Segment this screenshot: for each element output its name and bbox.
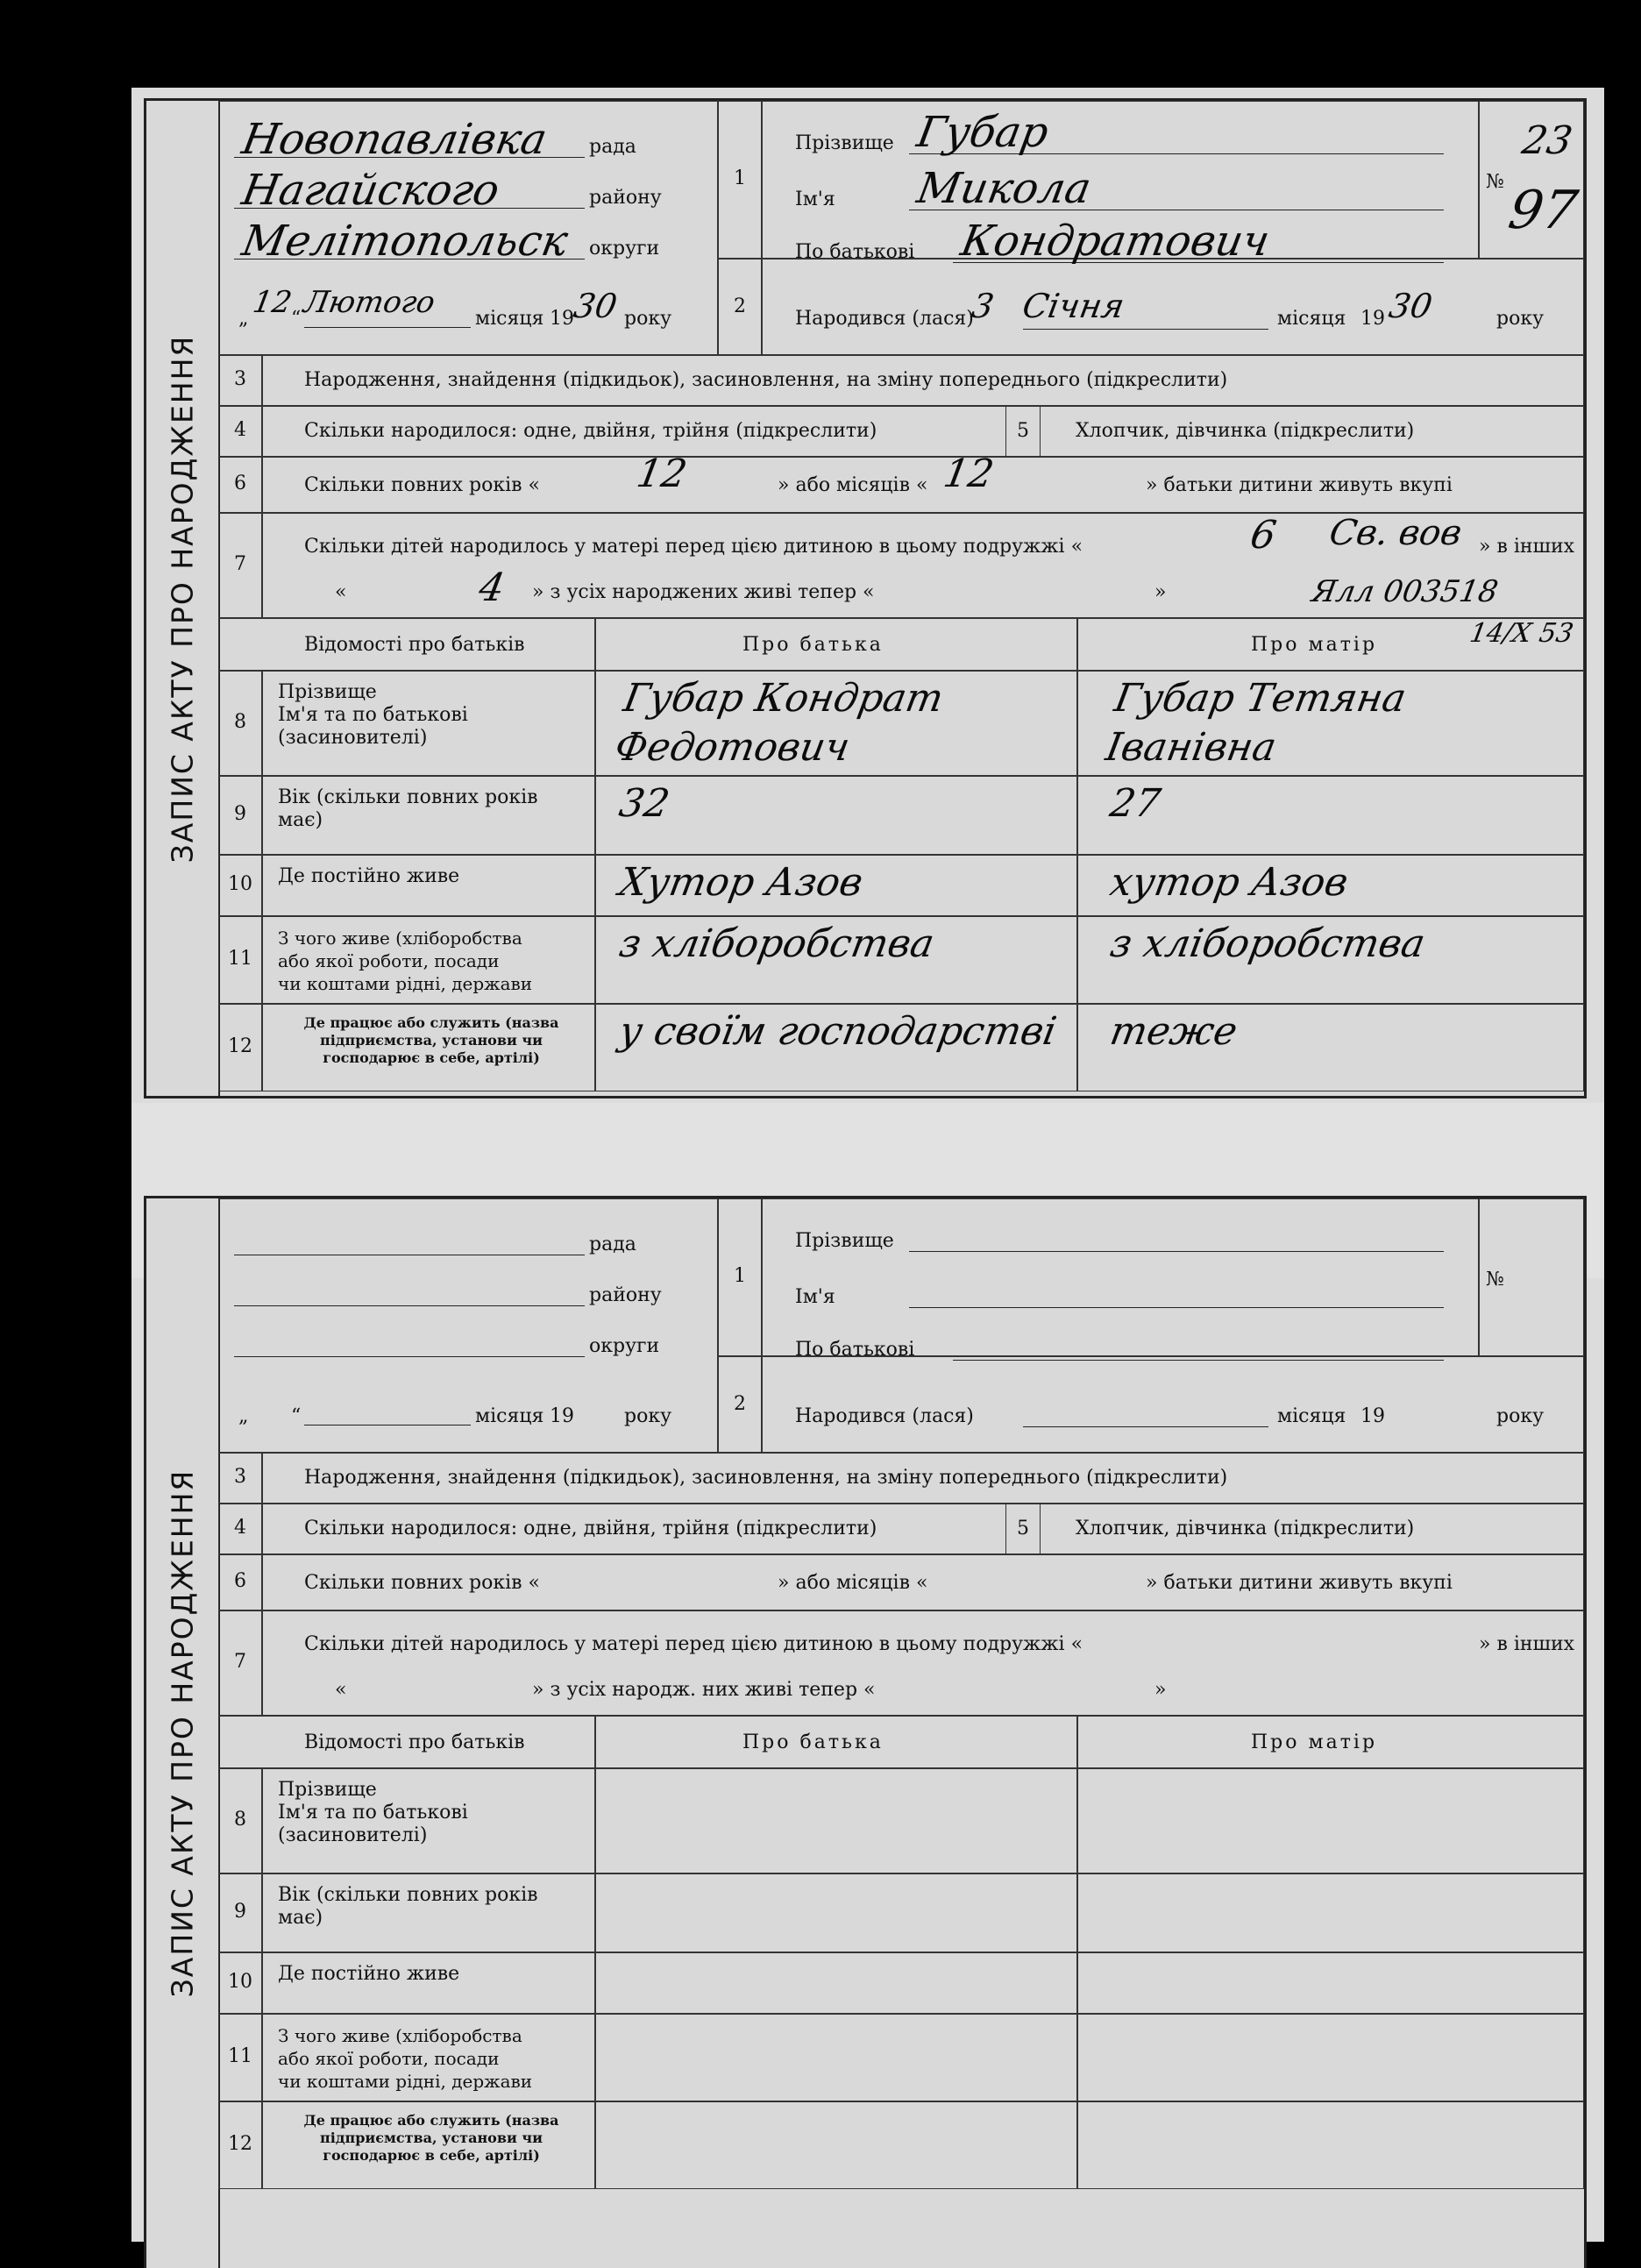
row-number: 3: [234, 1466, 246, 1488]
row-7-label-a: Скільки дітей народилось у матері перед цією дитиною в цьому подружжі «: [304, 1633, 1083, 1655]
row-5-label: Хлопчик, дівчинка (підкреслити): [1076, 420, 1415, 442]
name-label: Ім'я: [795, 188, 835, 210]
birth-year-value: 30: [1386, 287, 1436, 325]
row-8-mother-box: [1077, 1768, 1584, 1873]
row-7-label-e: »: [1154, 581, 1167, 603]
form-side-title: ЗАПИС АКТУ ПРО НАРОДЖЕННЯ: [165, 334, 200, 863]
okrug-value: Мелітопольск: [238, 217, 572, 266]
row-7-label-c: «: [335, 1679, 347, 1701]
birth-day-value: 3: [969, 287, 998, 325]
row-9-label: Вік (скільки повних років має): [278, 1884, 538, 1929]
reg-year-value: 30: [571, 287, 621, 325]
row-11-mother-value: з хліборобства: [1106, 921, 1429, 966]
form-side-column: [146, 1198, 220, 2268]
number-label: №: [1486, 1269, 1504, 1290]
rada-label: рада: [589, 136, 636, 158]
birth-year-word: року: [1496, 308, 1545, 330]
record-number-value-2: 97: [1503, 180, 1582, 241]
patronymic-label: По батькові: [795, 1339, 915, 1361]
mother-header-label: Про матір: [1251, 1731, 1378, 1753]
surname-label: Прізвище: [795, 1230, 894, 1252]
row-6-label-a: Скільки повних років «: [304, 474, 540, 496]
row-8-mother-value: Губар Тетяна Іванівна: [1102, 676, 1410, 770]
birth-record-form-1: [144, 98, 1587, 1098]
number-label: №: [1486, 171, 1504, 193]
row-12-father-value: у своїм господарстві: [615, 1009, 1060, 1054]
row-11-father-value: з хліборобства: [615, 921, 938, 966]
surname-label: Прізвище: [795, 132, 894, 154]
reg-month-value: Лютого: [301, 285, 438, 320]
row-12-mother-value: теже: [1106, 1009, 1241, 1054]
birth-month-word: місяця: [1277, 308, 1346, 330]
years-together-value: 12: [633, 451, 691, 496]
row-8-label: Прізвище Ім'я та по батькові (засиновителі): [278, 1779, 468, 1846]
children-alive-value: 4: [475, 565, 508, 610]
margin-note-1: Св. вов: [1325, 513, 1466, 553]
row-10-mother-box: [1077, 1952, 1584, 2014]
row-number: 4: [234, 419, 246, 441]
row-7-label-a: Скільки дітей народилось у матері перед цією дитиною в цьому подружжі «: [304, 536, 1083, 558]
row-7-label-b: » в інших: [1479, 536, 1575, 558]
row-number: 5: [1017, 1518, 1029, 1539]
born-label: Народився (лася): [795, 308, 974, 330]
row-number: 2: [734, 1393, 746, 1415]
row-number: 6: [234, 1570, 246, 1592]
row-number: 2: [734, 295, 746, 317]
row-8-father-value: Губар Кондрат Федотович: [611, 676, 947, 770]
row-9-label: Вік (скільки повних років має): [278, 786, 538, 831]
patronymic-value: Кондратович: [957, 217, 1274, 266]
reg-year-prefix: 19: [550, 308, 574, 330]
row-12-label: Де працює або служить (назва підприємства, установи чи господарює в себе, артілі): [303, 1014, 559, 1066]
raion-label: району: [589, 1284, 662, 1306]
reg-date-quote-open: „: [238, 308, 249, 330]
row-number: 12: [228, 2133, 252, 2155]
row-11-label: З чого живе (хліборобства або якої роботи, посади чи коштами рідні, держави: [278, 2025, 533, 2092]
reg-year-word: року: [624, 1405, 672, 1427]
row-7-label-e: »: [1154, 1679, 1167, 1701]
row-11-label: З чого живе (хліборобства або якої роботи, посади чи коштами рідні, держави: [278, 928, 533, 994]
row-6-label-c: » батьки дитини живуть вкупі: [1146, 474, 1453, 496]
reg-year-prefix: 19: [550, 1405, 574, 1427]
row-number: 11: [228, 2045, 252, 2067]
birth-month-value: Січня: [1019, 287, 1127, 325]
row-4-label: Скільки народилося: одне, двійня, трійня (підкреслити): [304, 1518, 877, 1539]
row-6-label-c: » батьки дитини живуть вкупі: [1146, 1572, 1453, 1594]
row-10-mother-value: хутор Азов: [1106, 860, 1352, 905]
name-line: [909, 1307, 1444, 1308]
reg-month-line: [304, 327, 471, 328]
raion-label: району: [589, 187, 662, 209]
row-10-father-value: Хутор Азов: [615, 860, 867, 905]
form-side-column: [146, 101, 220, 1096]
row-9-father-value: 32: [615, 781, 673, 826]
row-3-label: Народження, знайдення (підкидьок), засиновлення, на зміну попереднього (підкреслити): [304, 369, 1228, 391]
row-7-box: [262, 1610, 1584, 1716]
row-12-mother-box: [1077, 2101, 1584, 2189]
row-12-label: Де працює або служить (назва підприємства, установи чи господарює в себе, артілі): [303, 2112, 559, 2164]
birth-month-word: місяця: [1277, 1405, 1346, 1427]
reg-year-word: року: [624, 308, 672, 330]
children-before-value: 6: [1247, 513, 1280, 558]
reg-date-quote-close: “: [291, 308, 302, 330]
okrug-label: округи: [589, 238, 660, 260]
row-9-mother-box: [1077, 1873, 1584, 1952]
row-6-label-a: Скільки повних років «: [304, 1572, 540, 1594]
parents-header-label: Відомості про батьків: [304, 1731, 525, 1753]
row-number: 9: [234, 803, 246, 825]
row-number: 7: [234, 553, 246, 575]
row-7-label-c: «: [335, 581, 347, 603]
row-number: 1: [734, 167, 746, 189]
row-11-father-box: [595, 2014, 1077, 2101]
patronymic-label: По батькові: [795, 241, 915, 263]
row-5-label: Хлопчик, дівчинка (підкреслити): [1076, 1518, 1415, 1539]
row-4-label: Скільки народилося: одне, двійня, трійня (підкреслити): [304, 420, 877, 442]
row-7-label-d: » з усіх народжених живі тепер «: [532, 581, 875, 603]
name-label: Ім'я: [795, 1286, 835, 1308]
surname-line: [909, 1251, 1444, 1252]
form-side-title: ЗАПИС АКТУ ПРО НАРОДЖЕННЯ: [165, 1468, 200, 1998]
mother-header-label: Про матір: [1251, 634, 1378, 656]
name-box: [762, 1198, 1479, 1356]
reg-date-quote-open: „: [238, 1405, 249, 1427]
row-12-father-box: [595, 2101, 1077, 2189]
parents-header-label: Відомості про батьків: [304, 634, 525, 656]
reg-month-word: місяця: [475, 1405, 544, 1427]
birth-month-line: [1023, 1426, 1268, 1427]
row-number: 8: [234, 711, 246, 733]
row-8-father-box: [595, 1768, 1077, 1873]
patronymic-line: [953, 1360, 1444, 1361]
row-10-label: Де постійно живе: [278, 1963, 460, 1985]
row-number: 4: [234, 1517, 246, 1539]
reg-date-quote-close: “: [291, 1405, 302, 1427]
reg-day-value: 12: [250, 285, 295, 320]
raion-line: [234, 1305, 585, 1306]
row-10-label: Де постійно живе: [278, 865, 460, 887]
row-11-mother-box: [1077, 2014, 1584, 2101]
birth-year-prefix: 19: [1360, 308, 1385, 330]
row-7-label-b: » в інших: [1479, 1633, 1575, 1655]
father-header-label: Про батька: [742, 634, 884, 656]
row-6-label-b: » або місяців «: [778, 1572, 928, 1594]
margin-note-3: 14/Х 53: [1467, 618, 1576, 649]
raion-value: Нагайского: [238, 166, 503, 215]
row-6-label-b: » або місяців «: [778, 474, 928, 496]
row-7-label-d: » з усіх народж. них живі тепер «: [532, 1679, 876, 1701]
rada-value: Новопавлівка: [238, 115, 551, 164]
row-10-father-box: [595, 1952, 1077, 2014]
row-number: 9: [234, 1901, 246, 1923]
birth-year-prefix: 19: [1360, 1405, 1385, 1427]
reg-month-word: місяця: [475, 308, 544, 330]
row-number: 10: [228, 1971, 252, 1993]
row-number: 7: [234, 1651, 246, 1673]
okrug-line: [234, 1356, 585, 1357]
row-number: 11: [228, 948, 252, 970]
row-number: 8: [234, 1809, 246, 1831]
record-number-value: 23: [1518, 118, 1576, 163]
birth-record-form-2: [144, 1196, 1587, 2268]
document-sheet: [131, 88, 1604, 2242]
surname-value: Губар: [913, 108, 1053, 157]
birth-year-word: року: [1496, 1405, 1545, 1427]
birth-box: [762, 259, 1584, 355]
row-9-father-box: [595, 1873, 1077, 1952]
birth-month-line: [1023, 329, 1268, 330]
row-number: 1: [734, 1265, 746, 1287]
name-value: Микола: [913, 164, 1095, 213]
row-8-label: Прізвище Ім'я та по батькові (засиновителі): [278, 681, 468, 749]
born-label: Народився (лася): [795, 1405, 974, 1427]
okrug-label: округи: [589, 1335, 660, 1357]
father-header-label: Про батька: [742, 1731, 884, 1753]
row-number: 12: [228, 1035, 252, 1057]
margin-note-2: Ялл 003518: [1309, 574, 1501, 609]
months-together-value: 12: [940, 451, 998, 496]
row-number: 6: [234, 473, 246, 494]
rada-label: рада: [589, 1234, 636, 1255]
row-3-label: Народження, знайдення (підкидьок), засиновлення, на зміну попереднього (підкреслити): [304, 1467, 1228, 1489]
row-number: 3: [234, 368, 246, 390]
row-9-mother-value: 27: [1106, 781, 1164, 826]
row-number: 5: [1017, 420, 1029, 442]
birth-box: [762, 1356, 1584, 1453]
row-number: 10: [228, 873, 252, 895]
